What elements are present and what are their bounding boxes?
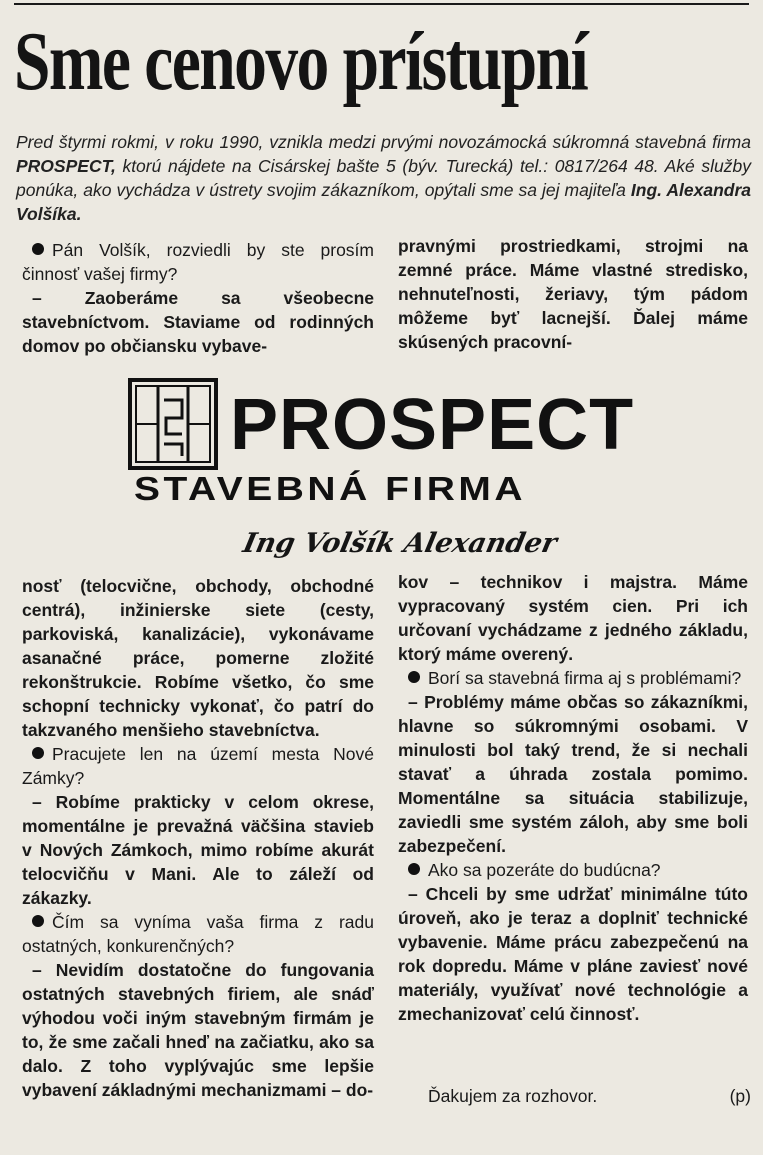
bullet-icon [408, 671, 420, 683]
logo-subtitle: STAVEBNÁ FIRMA [134, 470, 527, 507]
intro-owner-name: Ing. Alexandra Volšíka. [16, 180, 751, 224]
column-lower-right [398, 570, 748, 1026]
answer-5: – Chceli by sme udržať minimálne túto úroveň, ako je teraz a doplniť technické vybavenie. Máme prácu zabezpečenú na rok dopredu. Máme v pláne zaviesť nové materiály, využívať nové technológie a zmechanizovať celú činnosť. [398, 884, 748, 1024]
top-rule [14, 3, 749, 5]
column-upper-left [22, 238, 374, 358]
closing-thanks: Ďakujem za rozhovor. [428, 1086, 598, 1106]
question-3: Čím sa vyníma vaša firma z radu ostatných, konkurenčných? [22, 912, 374, 956]
question-2: Pracujete len na území mesta Nové Zámky? [22, 744, 374, 788]
answer-1-continued: pravnými prostriedkami, strojmi na zemné práce. Máme vlastné stredisko, nehnuteľnosti, žeriavy, tým pádom môžeme byť lacnejší. Ďalej máme skúsených pracovní- [398, 236, 748, 352]
answer-1-continued-2: nosť (telocvične, obchody, obchodné centrá), inžinierske siete (cesty, parkoviská, kanalizácie), vykonávame asanačné práce, pomerne zložité rekonštrukcie. Robíme všetko, čo sme schopní technicky vykonať, čo patrí do takzvaného menšieho stavebníctva. [22, 576, 374, 740]
answer-4: – Problémy máme občas so zákazníkmi, hlavne so súkromnými osobami. V minulosti bol taký trend, že si nechali stavať a úhrada zostala pomimo. Momentálne sa situácia stabilizuje, zaviedli sme systém záloh, aby sme boli zabezpečení. [398, 692, 748, 856]
bullet-icon [408, 863, 420, 875]
column-lower-left [22, 574, 374, 1102]
column-upper-right [398, 234, 748, 354]
question-4: Borí sa stavebná firma aj s problémami? [398, 666, 748, 690]
author-sign: (p) [729, 1086, 751, 1106]
answer-3-continued: kov – technikov i majstra. Máme vypracovaný systém cien. Pri ich určovaní vychádzame z jedného základu, ktorý máme overený. [398, 572, 748, 664]
question-5: Ako sa pozeráte do budúcna? [398, 858, 748, 882]
bullet-icon [32, 747, 44, 759]
bullet-icon [32, 915, 44, 927]
answer-1: – Zaoberáme sa všeobecne stavebníctvom. Staviame od rodinných domov po občiansku vybave- [22, 288, 374, 356]
intro-text-1: Pred štyrmi rokmi, v roku 1990, vznikla medzi prvými novozámocká súkromná stavebná firma [16, 132, 751, 152]
intro-firm-name: PROSPECT, [16, 156, 116, 176]
prospect-logo-icon [128, 378, 218, 470]
svg-text:Ing Volšík Alexander: Ing Volšík Alexander [240, 527, 560, 559]
intro-text-2: ktorú nájdete na Cisárskej bašte 5 (býv. Turecká) tel.: 0817/264 48. Aké služby ponúka, ako vychádza v ústrety svojim zákazníkom, opýtali sme sa jej majiteľa [16, 156, 751, 200]
intro-paragraph [16, 130, 751, 226]
prospect-logo [128, 378, 635, 508]
question-1: Pán Volšík, rozviedli by ste prosím činnosť vašej firmy? [22, 240, 374, 284]
answer-3: – Nevidím dostatočne do fungovania ostatných stavebných firiem, ale snáď výhodou voči iným stavebným firmám je to, že sme začali hneď na začiatku, ako sa dalo. Z toho vyplývajúc sme lepšie vybavení základnými mechanizmami – do- [22, 960, 374, 1100]
logo-company-name: PROSPECT [230, 385, 635, 465]
bullet-icon [32, 243, 44, 255]
handwritten-signature [240, 518, 560, 570]
headline: Sme cenovo prístupní [14, 15, 588, 108]
answer-2: – Robíme prakticky v celom okrese, momentálne je prevažná väčšina stavieb v Nových Zámkoch, mimo robíme akurát telocvičňu v Mani. Ale to záleží od zákazky. [22, 792, 374, 908]
